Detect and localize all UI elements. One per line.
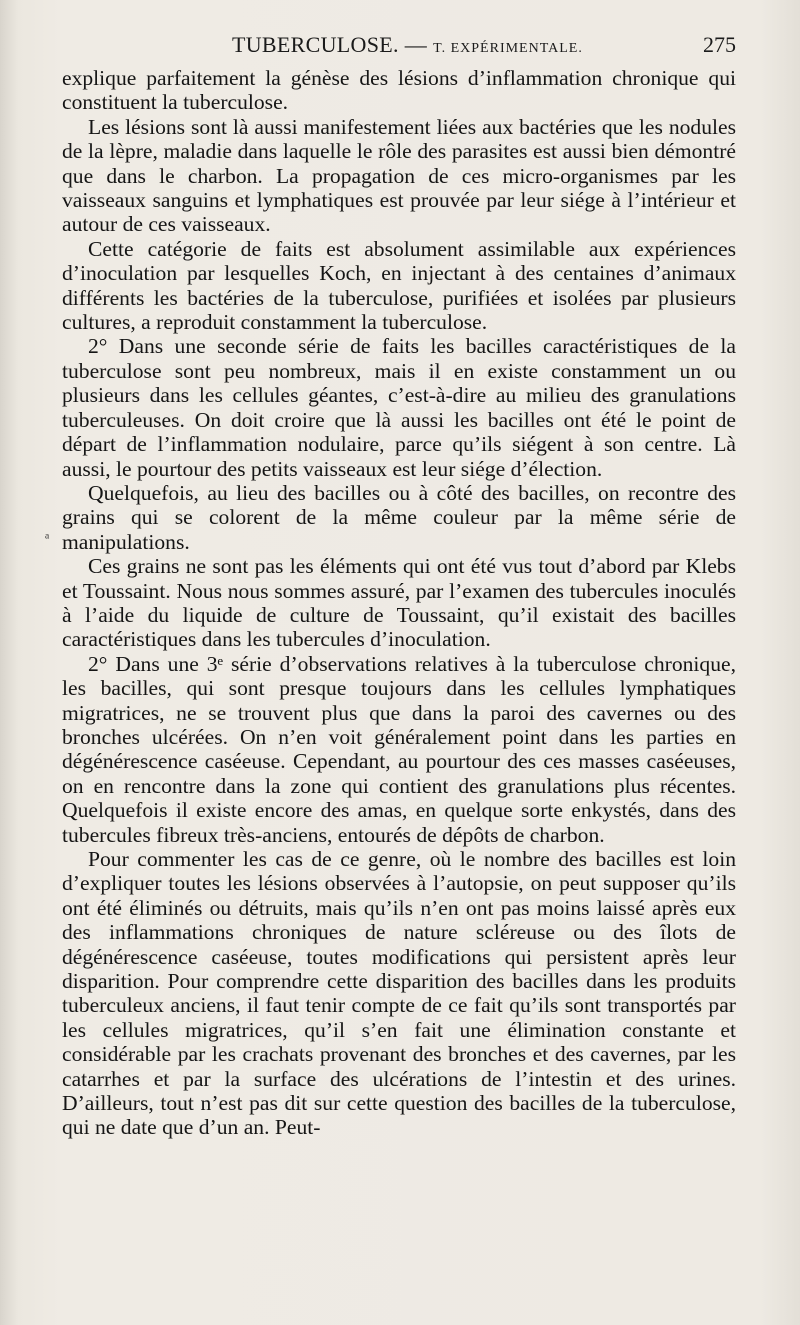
running-title bbox=[232, 32, 583, 58]
margin-mark: ᵃ bbox=[45, 530, 50, 547]
paragraph-1: explique parfaitement la génèse des lésions d’inflammation chronique qui constituent la tuberculose. bbox=[62, 66, 736, 115]
header-title-dash: — bbox=[404, 32, 428, 57]
paragraph-7: 2° Dans une 3ᵉ série d’observations relatives à la tuberculose chronique, les bacilles, qui sont presque toujours dans les cellules lymphatiques migratrices, ne se trouvent plus que dans la paroi des cavernes ou des bronches ulcérées. On n’en voit généralement point dans les parties en dégénérescence caséeuse. Cependant, au pourtour des ces masses caséeuses, on en rencontre dans la zone qui contient des granulations plus récentes. Quelquefois il existe encore des amas, en quelque sorte enkystés, dans des tubercules fibreux très-anciens, entourés de dépôts de charbon. bbox=[62, 651, 736, 847]
paragraph-2: Les lésions sont là aussi manifestement liées aux bactéries que les nodules de la lèpre, maladie dans laquelle le rôle des parasites est aussi bien démontré que dans le charbon. La propagation de ces micro-organismes par les vaisseaux sanguins et lymphatiques est prouvée par leur siége à l’intérieur et autour de ces vaisseaux. bbox=[62, 114, 736, 237]
running-header bbox=[62, 30, 736, 64]
page-number: 275 bbox=[703, 32, 736, 57]
paragraph-5: Quelquefois, au lieu des bacilles ou à côté des bacilles, on recontre des grains qui se colorent de la même couleur par la même série de manipulations. bbox=[62, 480, 736, 554]
body-text bbox=[62, 66, 736, 1140]
paragraph-3: Cette catégorie de faits est absolument assimilable aux expériences d’inoculation par lesquelles Koch, en injectant à des centaines d’animaux différents les bactéries de la tuberculose, purifiées et isolées par plusieurs cultures, a reproduit constamment la tuberculose. bbox=[62, 236, 736, 335]
header-title-sub: T. EXPÉRIMENTALE. bbox=[433, 41, 583, 56]
paragraph-8: Pour commenter les cas de ce genre, où le nombre des bacilles est loin d’expliquer toutes les lésions observées à l’autopsie, on peut supposer qu’ils ont été éliminés ou détruits, mais qu’ils n’en ont pas moins laissé après eux des inflammations chroniques de nature scléreuse ou des îlots de dégénérescence caséeuse, toutes modifications qui persistent après leur disparition. Pour comprendre cette disparition des bacilles dans les produits tuberculeux anciens, il faut tenir compte de ce fait qu’ils sont transportés par les cellules migratrices, qu’il s’en fait une élimination constante et considérable par les crachats provenant des bronches et des cavernes, par les catarrhes et par la surface des ulcérations de l’intestin et des urines. D’ailleurs, tout n’est pas dit sur cette question des bacilles de la tuberculose, qui ne date que d’un an. Peut- bbox=[62, 847, 736, 1140]
paragraph-4: 2° Dans une seconde série de faits les bacilles caractéristiques de la tuberculose sont peu nombreux, mais il en existe constamment un ou plusieurs dans les cellules géantes, c’est-à-dire au milieu des granulations tuberculeuses. On doit croire que là aussi les bacilles ont été le point de départ de l’inflammation nodulaire, parce qu’ils siégent à son centre. Là aussi, le pourtour des petits vaisseaux est leur siége d’élection. bbox=[62, 334, 736, 481]
header-title-main: TUBERCULOSE. bbox=[232, 32, 399, 57]
paragraph-6: Ces grains ne sont pas les éléments qui ont été vus tout d’abord par Klebs et Toussaint. Nous nous sommes assuré, par l’examen des tubercules inoculés à l’aide du liquide de culture de Toussaint, qu’il existait des bacilles caractéristiques dans les tubercules d’inoculation. bbox=[62, 554, 736, 652]
